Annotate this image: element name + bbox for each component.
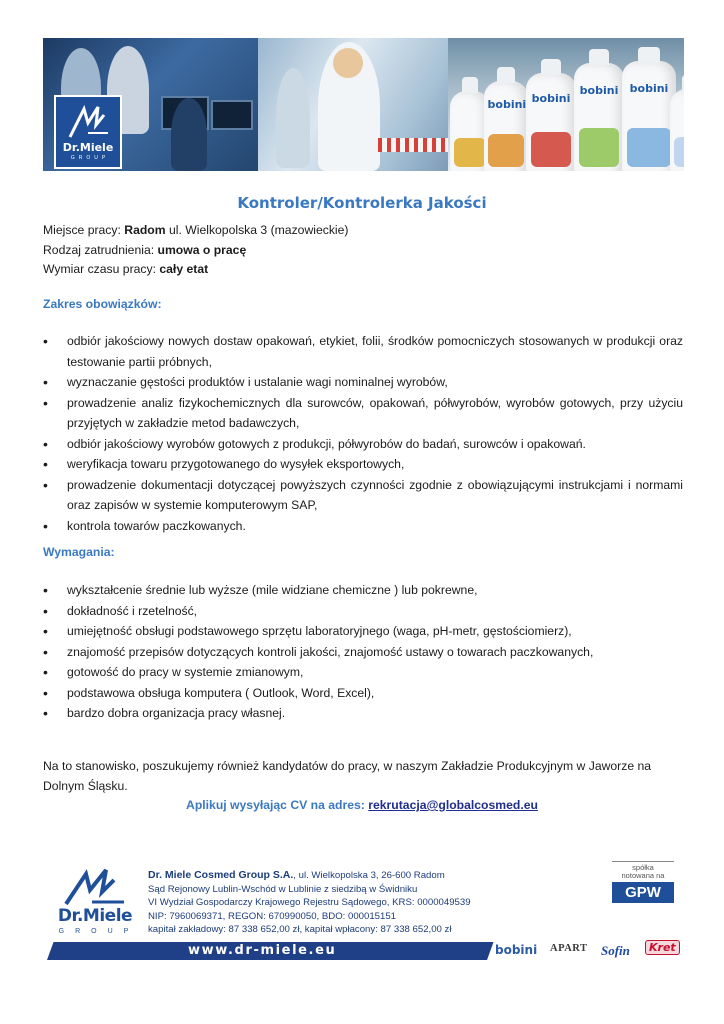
test-tubes-graphic xyxy=(378,138,448,152)
register-line: VI Wydział Gospodarczy Krajowego Rejestru Sądowego, KRS: 0000049539 xyxy=(148,897,471,908)
list-item: • gotowość do pracy w systemie zmianowym, xyxy=(43,662,683,683)
list-item: • odbiór jakościowy wyrobów gotowych z produkcji, półwyrobów do badań, surowców i opakowań. xyxy=(43,434,683,455)
gpw-text-line1: spółka xyxy=(612,861,674,872)
additional-info-paragraph: Na to stanowisko, poszukujemy również kandydatów do pracy, w naszym Zakładzie Produkcyjnym w Jaworze na Dolnym Śląsku. xyxy=(43,759,652,793)
capital-line: kapitał zakładowy: 87 338 652,00 zł, kapitał wpłacony: 87 338 652,00 zł xyxy=(148,924,452,935)
bottle-brand-label: bobini xyxy=(487,98,527,112)
bottle-brand-label: bobini xyxy=(629,81,669,95)
location-city: Radom xyxy=(124,223,166,237)
page-title: Kontroler/Kontrolerka Jakości xyxy=(237,194,487,212)
bottle-graphic xyxy=(526,73,576,171)
scientist-figure xyxy=(276,68,310,168)
list-item: • prowadzenie analiz fizykochemicznych dla surowców, opakowań, półwyrobów, wyrobów gotowych, przy użyciu przyjętych w zakładzie metod badawczych, xyxy=(43,393,683,434)
dr-miele-logo xyxy=(54,95,122,169)
time-value: cały etat xyxy=(159,262,209,276)
lab-photo-center xyxy=(258,38,448,171)
products-photo xyxy=(448,38,684,171)
scientist-figure xyxy=(171,98,207,171)
header-banner xyxy=(43,38,684,171)
brand-bobini-logo: bobini xyxy=(495,943,538,957)
bottle-graphic xyxy=(670,89,684,171)
time-label: Wymiar czasu pracy: xyxy=(43,262,156,276)
footer-logo xyxy=(50,868,140,940)
list-item: • wyznaczanie gęstości produktów i ustalanie wagi nominalnej wyrobów, xyxy=(43,372,683,393)
location-label: Miejsce pracy: xyxy=(43,223,121,237)
ids-line: NIP: 7960069371, REGON: 670990050, BDO: 000015151 xyxy=(148,910,397,922)
list-item: • prowadzenie dokumentacji dotyczącej powyższych czynności zgodnie z obowiązującymi instrukcjami i normami oraz zapisów w systemie komputerowym SAP, xyxy=(43,475,683,516)
list-item: • dokładność i rzetelność, xyxy=(43,601,683,622)
brand-sofin-logo: Sofin xyxy=(601,943,630,958)
website-link[interactable]: www.dr-miele.eu xyxy=(188,943,337,958)
company-address: , ul. Wielkopolska 3, 26-600 Radom xyxy=(293,870,445,881)
brand-apart-logo: APART xyxy=(550,943,588,954)
company-name: Dr. Miele Cosmed Group S.A. xyxy=(148,869,294,881)
brand-kret-logo: Kret xyxy=(645,940,680,955)
list-item: • znajomość przepisów dotyczących kontroli jakości, znajomość ustawy o towarach paczkowanych, xyxy=(43,642,683,663)
footer-logo-group: GROUP xyxy=(58,928,140,935)
logo-text: Dr.Miele xyxy=(62,141,114,154)
apply-email-link[interactable]: rekrutacja@globalcosmed.eu xyxy=(368,798,538,812)
bottle-graphic xyxy=(574,63,624,171)
gpw-badge xyxy=(612,861,674,903)
employment-value: umowa o pracę xyxy=(157,243,247,257)
apply-label: Aplikuj wysyłając CV na adres: xyxy=(186,798,365,812)
gpw-text-line2: notowana na xyxy=(621,871,665,880)
duties-heading: Zakres obowiązków: xyxy=(43,297,162,311)
list-item: • podstawowa obsługa komputera ( Outlook, Word, Excel), xyxy=(43,683,683,704)
bottle-brand-label: bobini xyxy=(531,91,571,105)
logo-group-text: GROUP xyxy=(70,155,110,161)
dr-miele-logo-icon xyxy=(62,868,128,906)
list-item: • weryfikacja towaru przygotowanego do wysyłek eksportowych, xyxy=(43,454,683,475)
list-item: • umiejętność obsługi podstawowego sprzętu laboratoryjnego (waga, pH-metr, gęstościomierz), xyxy=(43,621,683,642)
court-line: Sąd Rejonowy Lublin-Wschód w Lublinie z siedzibą w Świdniku xyxy=(148,883,418,895)
location-address: ul. Wielkopolska 3 (mazowieckie) xyxy=(168,223,349,237)
bottle-brand-label: bobini xyxy=(579,83,619,97)
apply-line xyxy=(0,798,724,812)
job-location xyxy=(43,223,348,237)
monitor-graphic xyxy=(211,100,253,130)
requirements-heading: Wymagania: xyxy=(43,545,115,559)
bottle-graphic xyxy=(484,81,528,171)
list-item: • bardzo dobra organizacja pracy własnej. xyxy=(43,703,683,724)
duties-list xyxy=(43,331,683,536)
employment-label: Rodzaj zatrudnienia: xyxy=(43,243,155,257)
requirements-list xyxy=(43,580,683,724)
company-details xyxy=(148,869,568,937)
employment-type xyxy=(43,243,246,257)
working-time xyxy=(43,262,208,276)
list-item: • wykształcenie średnie lub wyższe (mile widziane chemiczne ) lub pokrewne, xyxy=(43,580,683,601)
face-graphic xyxy=(333,48,363,78)
list-item: • kontrola towarów paczkowanych. xyxy=(43,516,683,537)
gpw-logo: GPW xyxy=(612,882,674,903)
bottle-graphic xyxy=(622,61,676,171)
footer-logo-text: Dr.Miele xyxy=(57,906,133,926)
list-item: • odbiór jakościowy nowych dostaw opakowań, etykiet, folii, środków pomocniczych stosowanych w produkcji oraz testowanie partii próbnych, xyxy=(43,331,683,372)
dr-miele-logo-icon xyxy=(68,103,112,139)
